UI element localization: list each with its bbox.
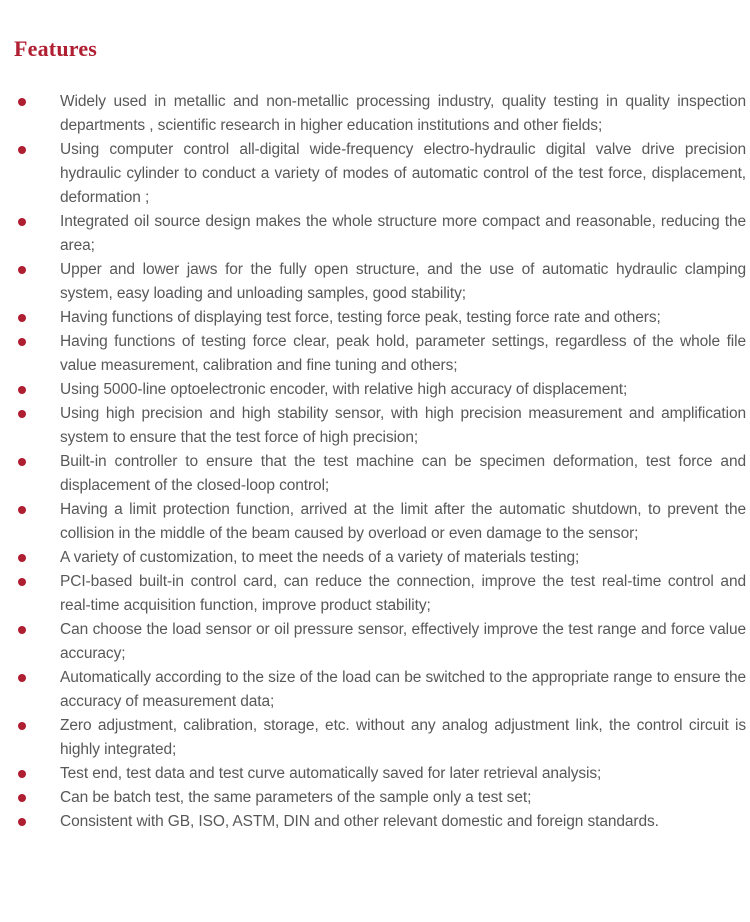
- bullet-icon: [18, 458, 26, 466]
- feature-text: PCI-based built-in control card, can reduce the connection, improve the test real-time control and real-time acquisition function, improve product stability;: [60, 573, 746, 614]
- feature-item: [0, 786, 750, 810]
- bullet-icon: [18, 818, 26, 826]
- feature-item: [0, 570, 750, 618]
- bullet-icon: [18, 794, 26, 802]
- feature-text: Automatically according to the size of the load can be switched to the appropriate range to ensure the accuracy of measurement data;: [60, 669, 746, 710]
- bullet-icon: [18, 410, 26, 418]
- features-page: [0, 36, 750, 834]
- bullet-icon: [18, 674, 26, 682]
- bullet-icon: [18, 386, 26, 394]
- bullet-icon: [18, 266, 26, 274]
- feature-item: [0, 402, 750, 450]
- bullet-icon: [18, 146, 26, 154]
- feature-text: Can choose the load sensor or oil pressure sensor, effectively improve the test range and force value accuracy;: [60, 621, 746, 662]
- feature-item: [0, 258, 750, 306]
- bullet-icon: [18, 218, 26, 226]
- bullet-icon: [18, 314, 26, 322]
- feature-text: Consistent with GB, ISO, ASTM, DIN and other relevant domestic and foreign standards.: [60, 813, 659, 830]
- feature-text: Can be batch test, the same parameters of the sample only a test set;: [60, 789, 532, 806]
- bullet-icon: [18, 770, 26, 778]
- feature-item: [0, 378, 750, 402]
- feature-text: Having a limit protection function, arrived at the limit after the automatic shutdown, to prevent the collision in the middle of the beam caused by overload or even damage to the sensor;: [60, 501, 746, 542]
- feature-text: Upper and lower jaws for the fully open structure, and the use of automatic hydraulic clamping system, easy loading and unloading samples, good stability;: [60, 261, 746, 302]
- feature-text: Having functions of testing force clear, peak hold, parameter settings, regardless of the whole file value measurement, calibration and fine tuning and others;: [60, 333, 746, 374]
- feature-item: [0, 810, 750, 834]
- feature-item: [0, 546, 750, 570]
- feature-text: Using computer control all-digital wide-frequency electro-hydraulic digital valve drive precision hydraulic cylinder to conduct a variety of modes of automatic control of the test force, displacement, deformation ;: [60, 141, 746, 206]
- feature-text: Zero adjustment, calibration, storage, etc. without any analog adjustment link, the control circuit is highly integrated;: [60, 717, 746, 758]
- feature-item: [0, 498, 750, 546]
- feature-item: [0, 618, 750, 666]
- feature-text: Having functions of displaying test force, testing force peak, testing force rate and others;: [60, 309, 661, 326]
- feature-item: [0, 762, 750, 786]
- feature-item: [0, 90, 750, 138]
- bullet-icon: [18, 626, 26, 634]
- feature-item: [0, 210, 750, 258]
- bullet-icon: [18, 506, 26, 514]
- bullet-icon: [18, 722, 26, 730]
- feature-text: Widely used in metallic and non-metallic processing industry, quality testing in quality inspection departments , scientific research in higher education institutions and other fields;: [60, 93, 746, 134]
- feature-text: Integrated oil source design makes the whole structure more compact and reasonable, reducing the area;: [60, 213, 746, 254]
- bullet-icon: [18, 578, 26, 586]
- feature-item: [0, 714, 750, 762]
- feature-item: [0, 306, 750, 330]
- feature-text: Using high precision and high stability sensor, with high precision measurement and amplification system to ensure that the test force of high precision;: [60, 405, 746, 446]
- feature-item: [0, 450, 750, 498]
- bullet-icon: [18, 554, 26, 562]
- feature-item: [0, 330, 750, 378]
- feature-text: Built-in controller to ensure that the test machine can be specimen deformation, test force and displacement of the closed-loop control;: [60, 453, 746, 494]
- features-list: [0, 90, 750, 834]
- feature-item: [0, 138, 750, 210]
- feature-text: Using 5000-line optoelectronic encoder, with relative high accuracy of displacement;: [60, 381, 628, 398]
- bullet-icon: [18, 98, 26, 106]
- feature-text: A variety of customization, to meet the needs of a variety of materials testing;: [60, 549, 580, 566]
- feature-item: [0, 666, 750, 714]
- page-title: Features: [14, 36, 98, 61]
- bullet-icon: [18, 338, 26, 346]
- feature-text: Test end, test data and test curve automatically saved for later retrieval analysis;: [60, 765, 602, 782]
